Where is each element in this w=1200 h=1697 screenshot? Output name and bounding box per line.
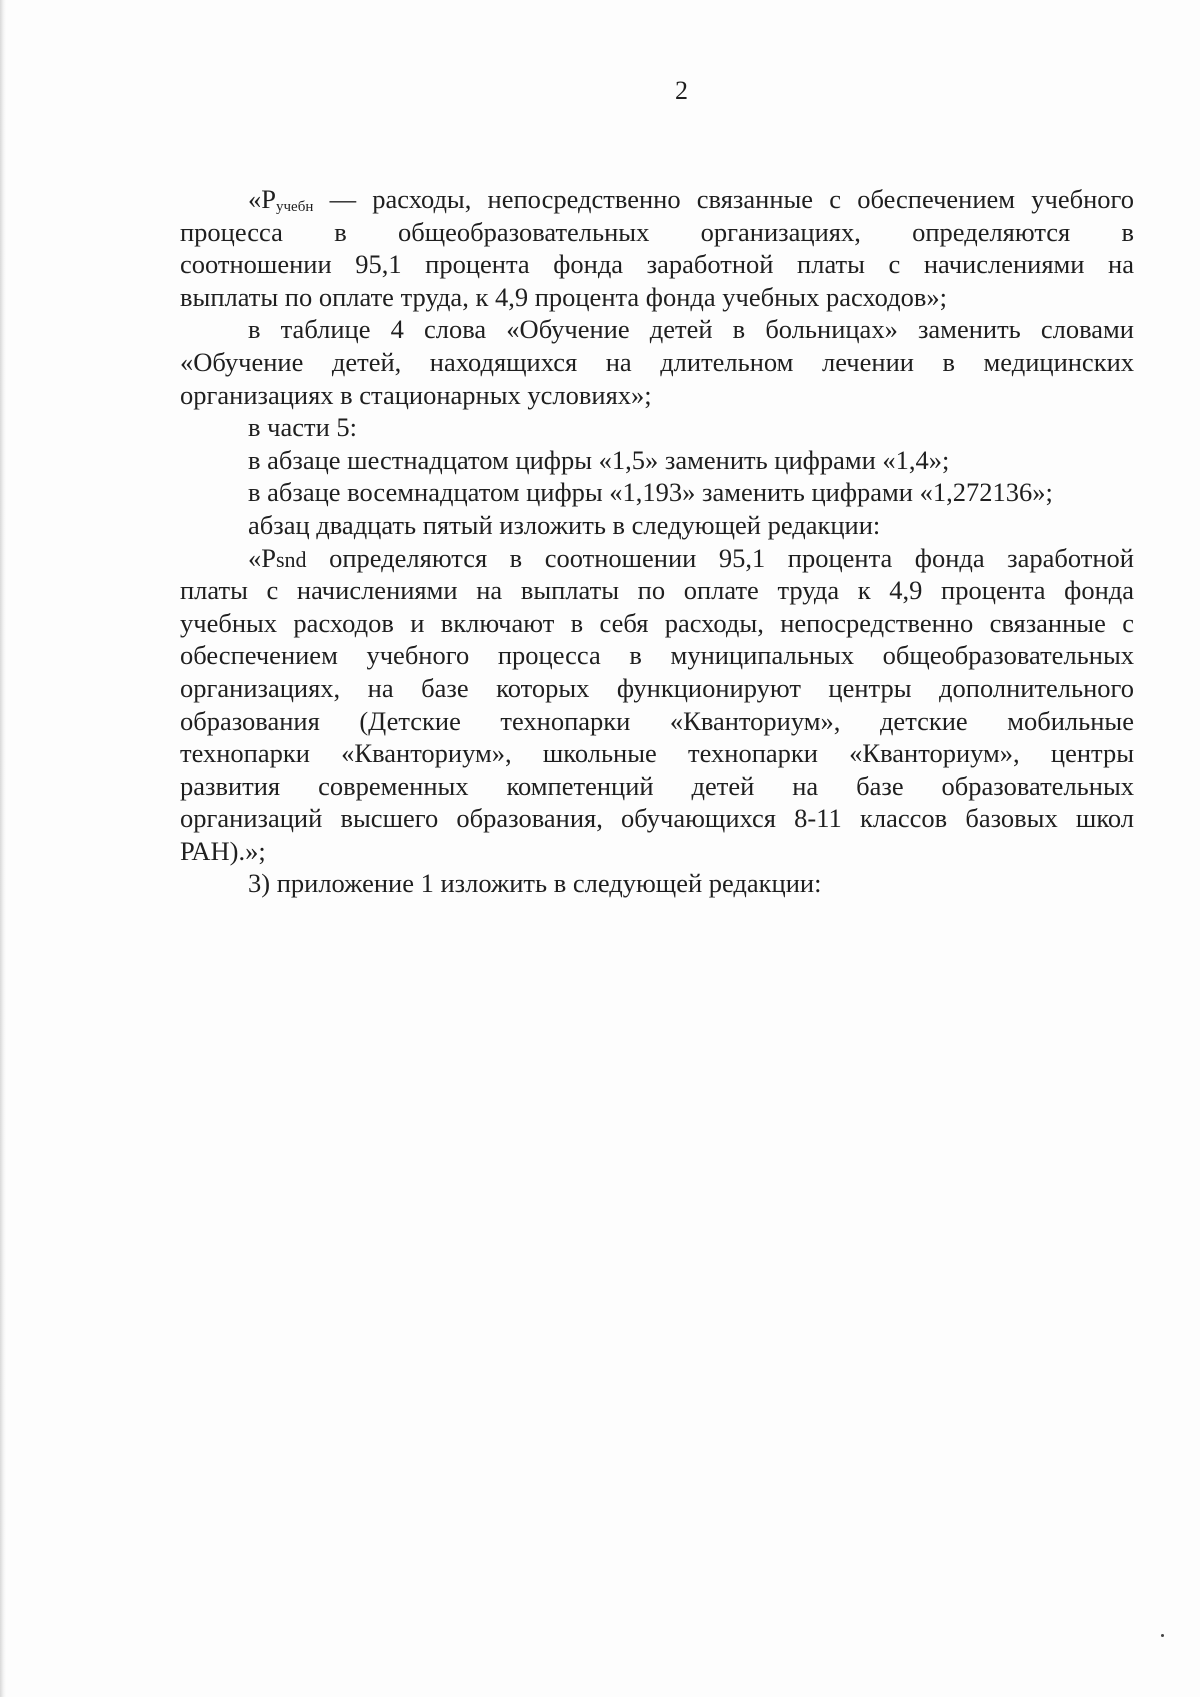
text-line: соотношении 95,1 процента фонда заработной платы с начислениями на — [180, 249, 1134, 280]
text-line: платы с начислениями на выплаты по оплате труда к 4,9 процента фонда — [180, 575, 1134, 606]
text-line: «Рsnd определяются в соотношении 95,1 процента фонда заработной — [248, 542, 1134, 573]
text-line: развития современных компетенций детей на базе образовательных — [180, 770, 1134, 801]
text-line: «$Р_{учебн}$ — расходы, непосредственно связанные с обеспечением учебного — [248, 184, 1134, 215]
text-line: технопарки «Кванториум», школьные технопарки «Кванториум», центры — [180, 738, 1134, 769]
text-line: 3) приложение 1 изложить в следующей редакции: — [248, 868, 822, 899]
text-line: в части 5: — [248, 412, 357, 443]
text-line: выплаты по оплате труда, к 4,9 процента фонда учебных расходов»; — [180, 281, 947, 312]
text-line: абзац двадцать пятый изложить в следующей редакции: — [248, 509, 881, 540]
text-line: образования (Детские технопарки «Кванториум», детские мобильные — [180, 705, 1134, 736]
page-number: 2 — [675, 76, 688, 105]
text-line: обеспечением учебного процесса в муниципальных общеобразовательных — [180, 640, 1134, 671]
scan-edge — [0, 0, 6, 1697]
text-line: организациях, на базе которых функционируют центры дополнительного — [180, 672, 1134, 703]
text-line: организациях в стационарных условиях»; — [180, 379, 652, 410]
text-line: РАН).»; — [180, 835, 266, 866]
scan-speck — [1161, 1634, 1164, 1637]
subscript-uchebn: учебн — [276, 199, 314, 215]
text-line: в таблице 4 слова «Обучение детей в больницах» заменить словами — [248, 314, 1134, 345]
text-line: процесса в общеобразовательных организациях, определяются в — [180, 216, 1134, 247]
subscript-snd: snd — [276, 546, 307, 572]
text-line: в абзаце шестнадцатом цифры «1,5» заменить цифрами «1,4»; — [248, 444, 950, 475]
text-line: организаций высшего образования, обучающихся 8-11 классов базовых школ — [180, 803, 1134, 834]
text-line: в абзаце восемнадцатом цифры «1,193» заменить цифрами «1,272136»; — [248, 477, 1053, 508]
text-line: «Обучение детей, находящихся на длительном лечении в медицинских — [180, 346, 1134, 377]
document-body — [180, 183, 1134, 900]
text-line: учебных расходов и включают в себя расходы, непосредственно связанные с — [180, 607, 1134, 638]
